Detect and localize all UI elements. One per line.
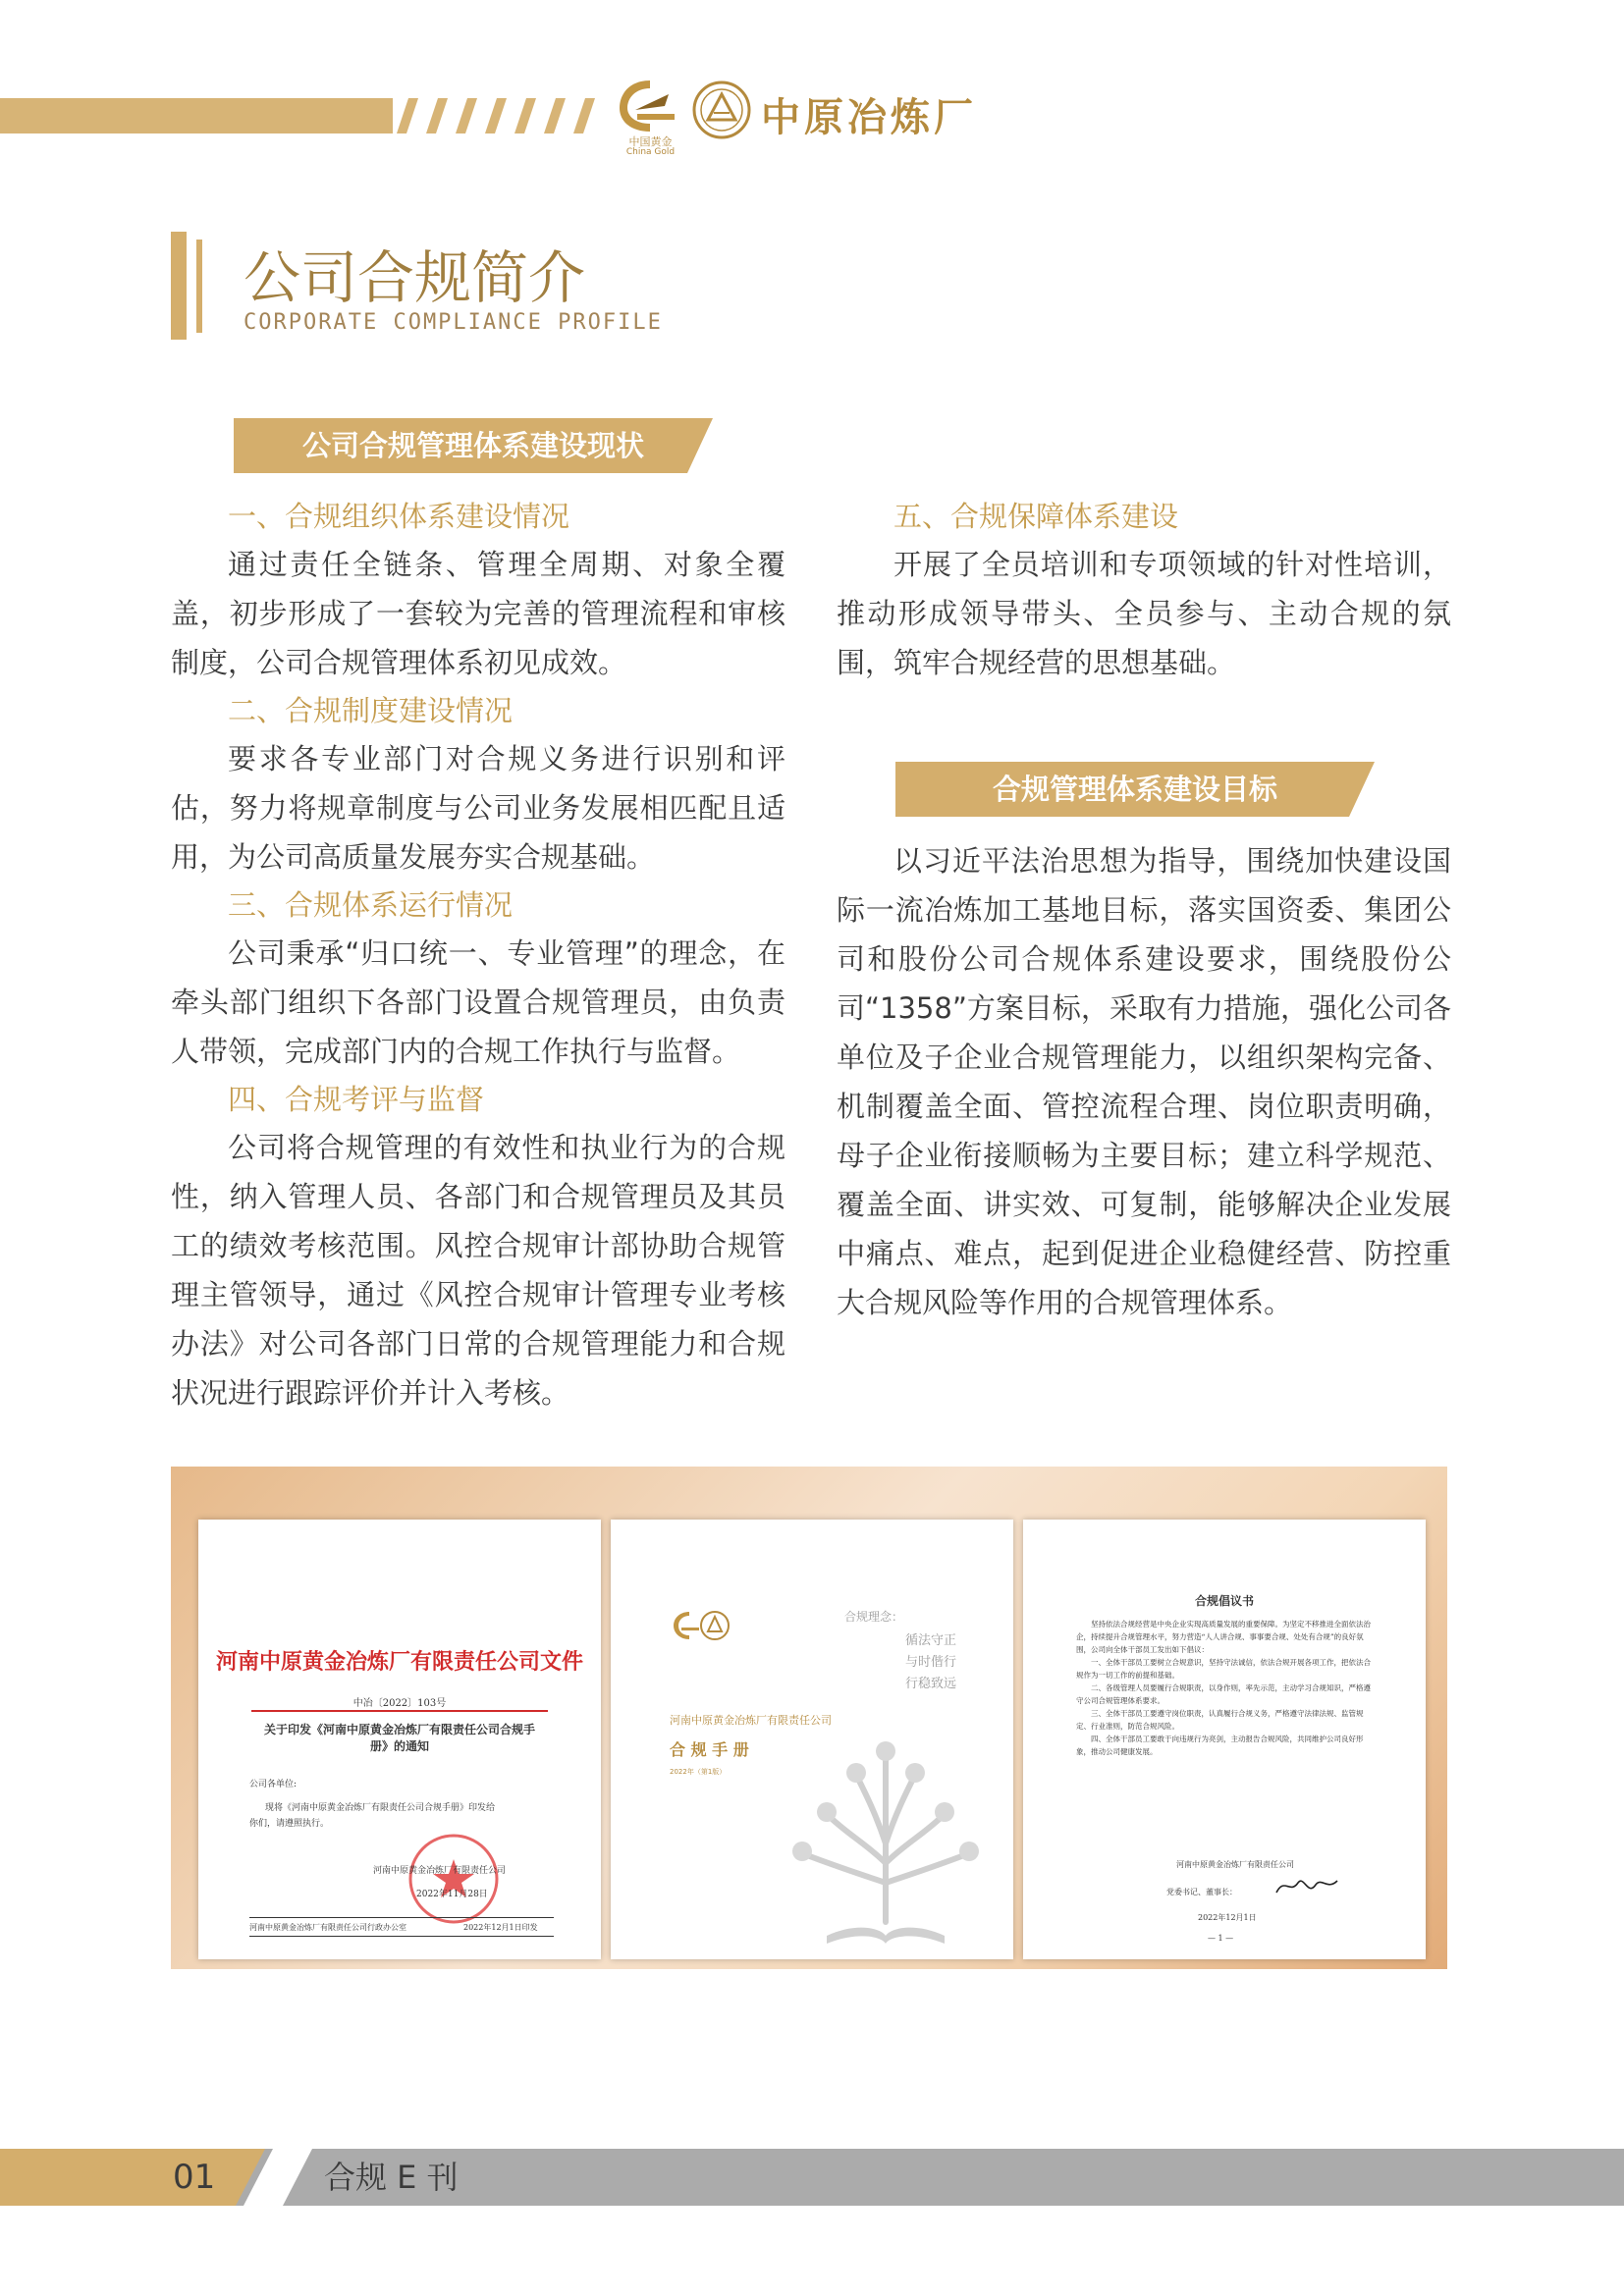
page-subtitle: CORPORATE COMPLIANCE PROFILE <box>244 310 663 335</box>
doc2-concept-3: 行稳致远 <box>905 1677 957 1691</box>
logo-text-cn: 中国黄金 <box>628 135 673 148</box>
section2-text: 以习近平法治思想为指导，围绕加快建设国际一流冶炼加工基地目标，落实国资委、集团公司和股份公司合规体系建设要求，围绕股份公司“1358”方案目标，采取有力措施，强化公司各单位及子企业合规管理能力，以组织架构完备、机制覆盖全面、管控流程合理、岗位职责明确，母子企业衔接顺畅为主要目标；建立科学规范、覆盖全面、讲实效、可复制，能够解决企业发展中痛点、难点，起到促进企业稳健经营、防控重大合规风险等作用的合规管理体系。 <box>837 844 1451 1319</box>
doc3-title: 合规倡议书 <box>1194 1594 1254 1608</box>
doc3-para-3: 二、各级管理人员要履行合规职责，以身作则，率先示范，主动学习合规知识，严格遵守公司合规管理体系要求。 <box>1076 1683 1371 1705</box>
doc3-para-1: 坚持依法合规经营是中央企业实现高质量发展的重要保障。为坚定不移推进全面依法治企，持续提升合规管理水平，努力营造“人人讲合规、事事要合规、处处有合规”的良好氛围，公司向全体干部员工发出如下倡议： <box>1076 1620 1371 1654</box>
doc1-footer-rule-2 <box>249 1936 554 1937</box>
doc2-company: 河南中原黄金冶炼厂有限责任公司 <box>670 1714 832 1727</box>
doc3-issuer: 河南中原黄金冶炼厂有限责任公司 <box>1176 1860 1294 1869</box>
section2-banner-text: 合规管理体系建设目标 <box>992 773 1277 806</box>
doc3-body <box>1076 1618 1371 1758</box>
doc3-para-4: 三、全体干部员工要遵守岗位职责，认真履行合规义务，严格遵守法律法规、监管规定、行业准则，防范合规风险。 <box>1076 1709 1364 1731</box>
china-gold-logo <box>614 77 687 160</box>
document-compliance-proposal <box>1023 1520 1426 1959</box>
subsection-heading-5: 五、合规保障体系建设 <box>893 500 1179 533</box>
doc3-page: — 1 — <box>1208 1934 1234 1943</box>
doc1-footer-right: 2022年12月1日印发 <box>463 1923 538 1932</box>
doc1-body-line1: 现将《河南中原黄金冶炼厂有限责任公司合规手册》印发给 <box>265 1803 496 1813</box>
doc1-footer-left: 河南中原黄金冶炼厂有限责任公司行政办公室 <box>249 1923 406 1932</box>
document-notice <box>198 1520 601 1959</box>
subsection-heading-2: 二、合规制度建设情况 <box>228 694 514 727</box>
subsection-text-2: 要求各专业部门对合规义务进行识别和评估，努力将规章制度与公司业务发展相匹配且适用，为公司高质量发展夯实合规基础。 <box>171 742 785 874</box>
doc2-concept-1: 循法守正 <box>905 1633 957 1648</box>
section2-banner <box>895 762 1375 817</box>
doc1-company-seal <box>406 1832 501 1926</box>
section1-right-column <box>837 493 1451 687</box>
doc1-date: 2022年11月28日 <box>416 1890 488 1899</box>
doc3-para-5: 四、全体干部员工要敢于向违规行为亮剑，主动报告合规风险，共同维护公司良好形象，推动公司健康发展。 <box>1076 1735 1364 1756</box>
subsection-text-5: 开展了全员培训和专项领域的针对性培训，推动形成领导带头、全员参与、主动合规的氛围，筑牢合规经营的思想基础。 <box>837 548 1451 679</box>
doc2-title: 合 规 手 册 <box>670 1740 749 1759</box>
doc1-body-line2: 你们，请遵照执行。 <box>249 1819 330 1829</box>
subsection-text-3: 公司秉承“归口统一、专业管理”的理念，在牵头部门组织下各部门设置合规管理员，由负责人带领，完成部门内的合规工作执行与监督。 <box>171 936 785 1068</box>
document-handbook-cover <box>611 1520 1013 1959</box>
doc2-concept-label: 合规理念： <box>844 1610 904 1624</box>
doc1-red-rule <box>251 1710 548 1712</box>
doc1-title: 河南中原黄金冶炼厂有限责任公司文件 <box>215 1649 583 1675</box>
doc2-edition: 2022年（第1版） <box>670 1768 727 1776</box>
subsection-heading-4: 四、合规考评与监督 <box>228 1083 485 1116</box>
section1-banner <box>234 418 713 473</box>
doc3-signature-icon <box>1272 1873 1341 1900</box>
header-stripes <box>393 98 609 133</box>
logo-text-en: China Gold <box>625 147 676 157</box>
seal-logo-icon <box>692 80 751 139</box>
page-number: 01 <box>173 2158 216 2197</box>
doc1-number: 中冶〔2022〕103号 <box>352 1698 447 1709</box>
doc1-salutation: 公司各单位: <box>249 1780 298 1789</box>
title-accent-bars <box>171 232 210 340</box>
doc2-tree-illustration <box>787 1726 984 1951</box>
section1-left-column <box>171 493 785 1417</box>
doc1-issuer: 河南中原黄金冶炼厂有限责任公司 <box>373 1866 507 1876</box>
brand-name: 中原冶炼厂 <box>761 94 977 140</box>
doc2-concept-2: 与时偕行 <box>905 1655 957 1670</box>
subsection-heading-1: 一、合规组织体系建设情况 <box>228 500 570 533</box>
subsection-text-4: 公司将合规管理的有效性和执业行为的合规性，纳入管理人员、各部门和合规管理员及其员工的绩效考核范围。风控合规审计部协助合规管理主管领导，通过《风控合规审计管理专业考核办法》对公司各部门日常的合规管理能力和合规状况进行跟踪评价并计入考核。 <box>171 1131 785 1410</box>
subsection-text-1: 通过责任全链条、管理全周期、对象全覆盖，初步形成了一套较为完善的管理流程和审核制度，公司合规管理体系初见成效。 <box>171 548 785 679</box>
doc1-subject: 关于印发《河南中原黄金冶炼厂有限责任公司合规手册》的通知 <box>263 1723 535 1753</box>
doc3-date: 2022年12月1日 <box>1198 1913 1257 1922</box>
page-title: 公司合规简介 <box>244 244 586 311</box>
doc1-footer-rule <box>249 1917 554 1918</box>
doc3-sign-label: 党委书记、董事长： <box>1166 1888 1237 1896</box>
subsection-heading-3: 三、合规体系运行情况 <box>228 888 514 922</box>
footer-gold-band <box>0 2149 312 2206</box>
doc3-para-2: 一、全体干部员工要树立合规意识，坚持守法诚信，依法合规开展各项工作，把依法合规作为一切工作的前提和基础。 <box>1076 1658 1371 1680</box>
section1-banner-text: 公司合规管理体系建设现状 <box>301 429 644 462</box>
journal-name: 合规 E 刊 <box>324 2159 459 2196</box>
doc2-logo-icon <box>672 1608 734 1647</box>
